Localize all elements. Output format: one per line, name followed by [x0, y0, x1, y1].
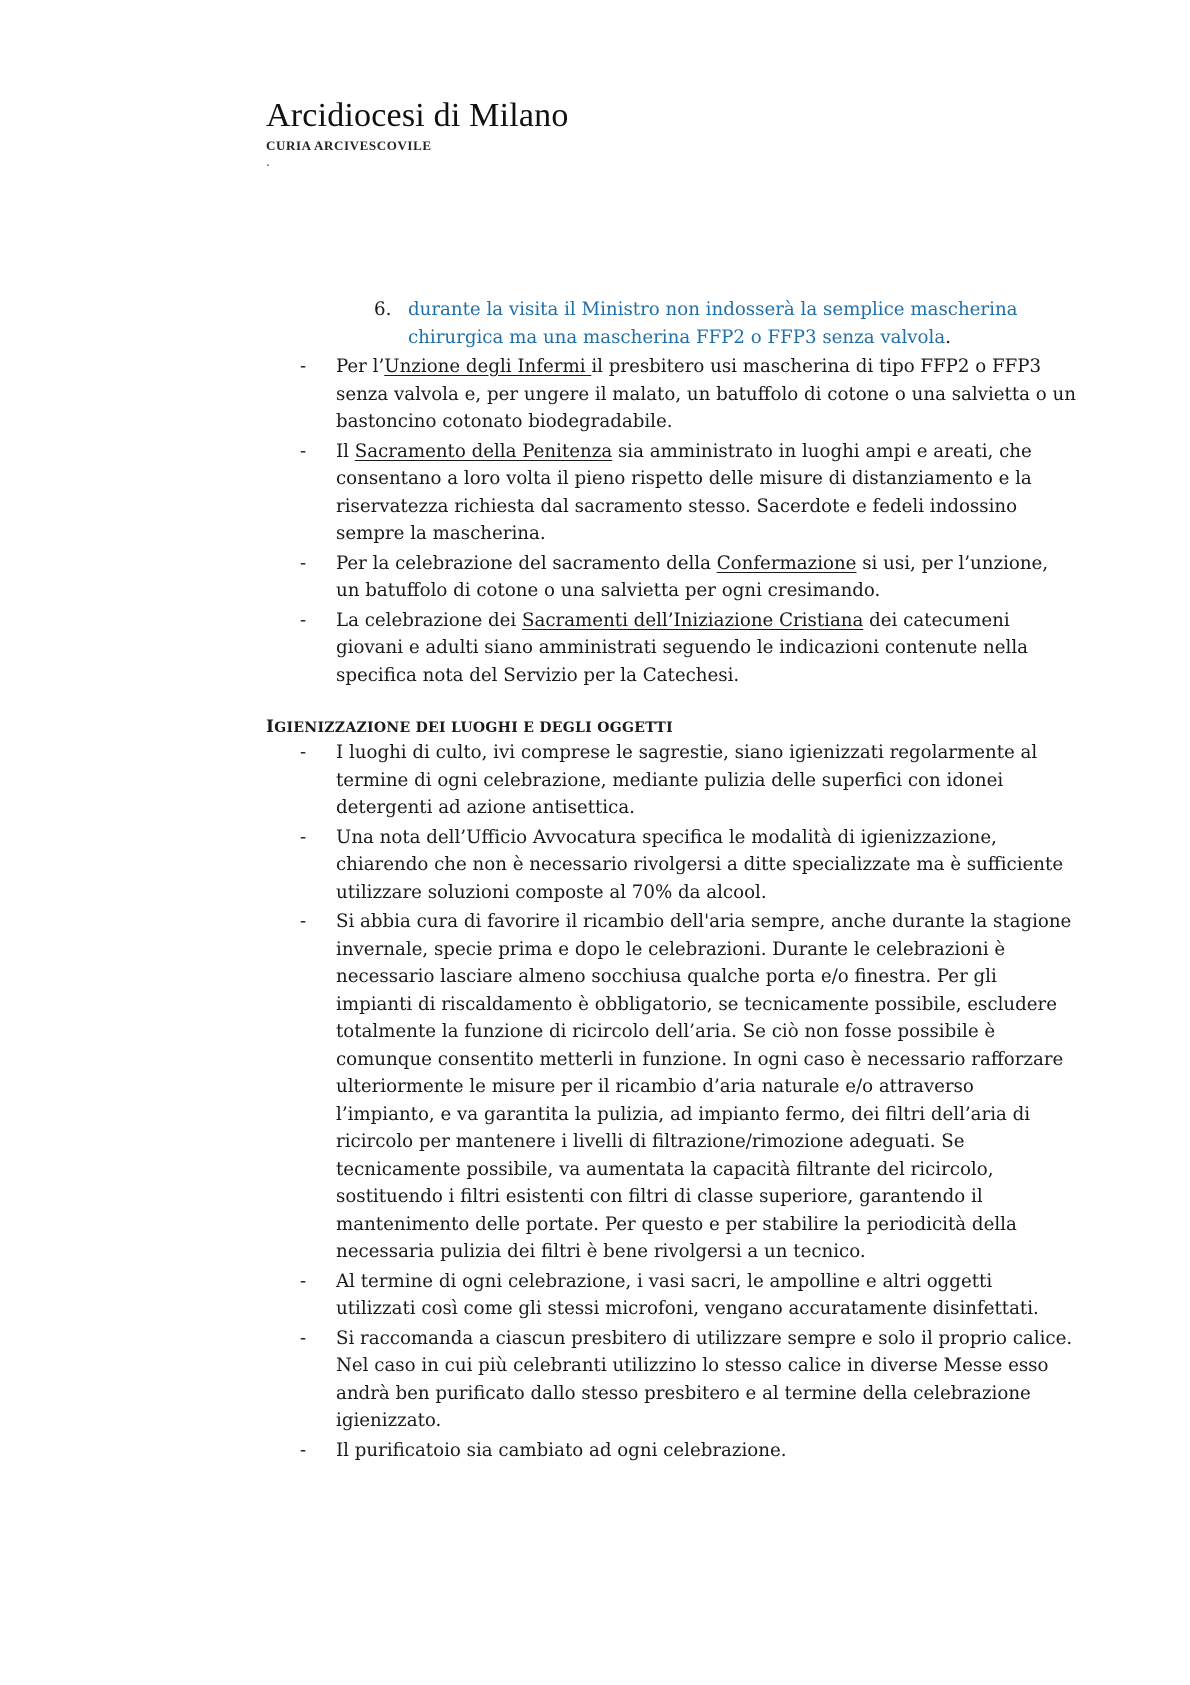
numbered-item — [374, 296, 1076, 351]
dash-bullet: - — [300, 440, 307, 462]
section-heading: IGIENIZZAZIONE DEI LUOGHI E DEGLI OGGETTI — [266, 717, 673, 737]
dash-bullet: - — [300, 609, 307, 631]
list-item: - Per l’Unzione degli Infermi il presbitero usi mascherina di tipo FFP2 o FFP3 senza valvola e, per ungere il malato, un batuffolo di cotone o una salvietta o un bastoncino cotonato biodegradabile. — [266, 353, 1076, 436]
dash-bullet: - — [300, 1439, 307, 1461]
underlined-term: Sacramenti dell’Iniziazione Cristiana — [522, 609, 864, 631]
org-subtitle: CURIA ARCIVESCOVILE — [266, 138, 432, 153]
item-number: 6. — [374, 299, 392, 320]
list-item: - Si raccomanda a ciascun presbitero di utilizzare sempre e solo il proprio calice. Nel caso in cui più celebranti utilizzino lo stesso calice in diverse Messe esso andrà ben purificato dallo stesso presbitero e al termine della celebrazione igienizzato. — [266, 1325, 1076, 1435]
item-text: durante la visita il Ministro non indosserà la semplice mascherina chirurgica ma una mascherina FFP2 o FFP3 senza valvola. — [408, 299, 1018, 348]
dash-bullet: - — [300, 742, 307, 763]
sacraments-list — [266, 353, 1076, 689]
list-item: - Al termine di ogni celebrazione, i vasi sacri, le ampolline e altri oggetti utilizzati così come gli stessi microfoni, vengano accuratamente disinfettati. — [266, 1268, 1076, 1323]
letterhead — [266, 96, 569, 168]
list-item: - I luoghi di culto, ivi comprese le sagrestie, siano igienizzati regolarmente al termine di ogni celebrazione, mediante pulizia delle superfici con idonei detergenti ad azione antisettica. — [266, 739, 1076, 822]
org-title: Arcidiocesi di Milano — [266, 97, 569, 134]
hygiene-list — [266, 739, 1076, 1464]
list-item: - Per la celebrazione del sacramento della Confermazione si usi, per l’unzione, un batuffolo di cotone o una salvietta per ogni cresimando. — [266, 550, 1076, 605]
dash-bullet: - — [300, 552, 307, 574]
dash-bullet: - — [300, 911, 307, 932]
list-item: - Il purificatoio sia cambiato ad ogni celebrazione. — [266, 1437, 1076, 1465]
dash-bullet: - — [300, 1270, 307, 1292]
list-item: - La celebrazione dei Sacramenti dell’Iniziazione Cristiana dei catecumeni giovani e adulti siano amministrati seguendo le indicazioni contenute nella specifica nota del Servizio per la Catechesi. — [266, 607, 1076, 690]
underlined-term: Sacramento della Penitenza — [354, 440, 613, 462]
underlined-term: Unzione degli Infermi — [384, 356, 592, 377]
list-item: - Si abbia cura di favorire il ricambio dell'aria sempre, anche durante la stagione invernale, specie prima e dopo le celebrazioni. Durante le celebrazioni è necessario lasciare almeno socchiusa qualche porta e/o finestra. Per gli impianti di riscaldamento è obbligatorio, se tecnicamente possibile, escludere totalmente la funzione di ricircolo dell’aria. Se ciò non fosse possibile è comunque consentito metterli in funzione. In ogni caso è necessario rafforzare ulteriormente le misure per il ricambio d’aria naturale e/o attraverso l’impianto, e va garantita la pulizia, ad impianto fermo, dei filtri dell’aria di ricircolo per mantenere i livelli di filtrazione/rimozione adeguati. Se tecnicamente possibile, va aumentata la capacità filtrante del ricircolo, sostituendo i filtri esistenti con filtri di classe superiore, garantendo il mantenimento delle portate. Per questo e per stabilire la periodicità della necessaria pulizia dei filtri è bene rivolgersi a un tecnico. — [266, 908, 1076, 1266]
dash-bullet: - — [300, 826, 307, 848]
dash-bullet: - — [300, 356, 307, 377]
header-dot: . — [266, 155, 270, 169]
dash-bullet: - — [300, 1327, 307, 1349]
underlined-term: Confermazione — [716, 552, 857, 574]
list-item: - Il Sacramento della Penitenza sia amministrato in luoghi ampi e areati, che consentano a loro volta il pieno rispetto delle misure di distanziamento e la riservatezza richiesta dal sacramento stesso. Sacerdote e fedeli indossino sempre la mascherina. — [266, 438, 1076, 548]
document-body — [266, 296, 1076, 1466]
list-item: - Una nota dell’Ufficio Avvocatura specifica le modalità di igienizzazione, chiarendo che non è necessario rivolgersi a ditte specializzate ma è sufficiente utilizzare soluzioni composte al 70% da alcool. — [266, 824, 1076, 907]
